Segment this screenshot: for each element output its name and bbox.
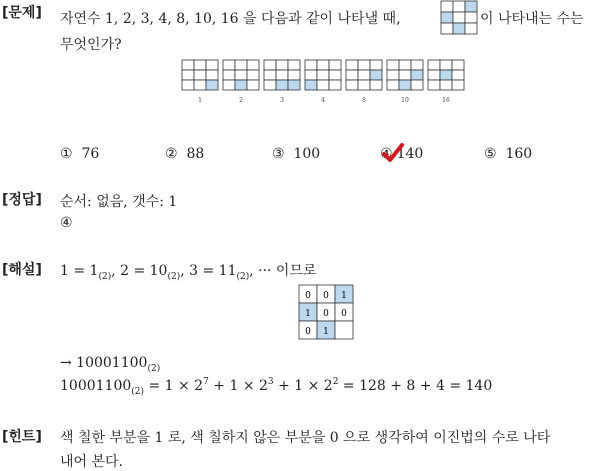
grid-cell	[358, 70, 370, 80]
grid-cell	[411, 80, 423, 90]
grid-cell	[346, 80, 358, 90]
grid-cell	[194, 80, 206, 90]
choice-4[interactable]: ④ 140	[380, 146, 424, 162]
grid-cell	[399, 80, 411, 90]
hint-label: [힌트]	[2, 429, 42, 445]
grid-cell	[387, 80, 399, 90]
grid-digit: 1	[341, 291, 347, 301]
example-grids	[180, 58, 470, 108]
grid-cell	[399, 60, 411, 70]
calculation-line: $10001100_{(2)} = 1 \times 2^7 + 1 \times 2^3 + 1 \times 2^2 = 128 + 8 + 4 = 140$	[60, 377, 493, 397]
grid-cell	[441, 12, 453, 23]
grid-cell	[223, 70, 235, 80]
grid-cell	[206, 70, 218, 80]
grid-cell	[411, 70, 423, 80]
grid-cell	[358, 60, 370, 70]
explanation-grid	[298, 284, 354, 340]
choice-2[interactable]: ② 88	[165, 146, 205, 162]
problem-text-line1: 자연수 1, 2, 3, 4, 8, 10, 16 을 다음과 같이 나타낼 때,	[60, 11, 401, 27]
grid-cell	[288, 60, 300, 70]
grid-cell	[370, 60, 382, 70]
answer-label: [정답]	[2, 192, 42, 208]
grid-cell	[235, 70, 247, 80]
grid-cell	[223, 60, 235, 70]
grid-cell	[440, 70, 452, 80]
grid-label: 16	[442, 97, 450, 104]
choice-5[interactable]: ⑤ 160	[484, 146, 533, 162]
grid-cell	[370, 70, 382, 80]
grid-cell	[329, 60, 341, 70]
grid-cell	[194, 60, 206, 70]
grid-label: 10	[401, 97, 409, 104]
grid-cell	[182, 80, 194, 90]
grid-cell	[453, 12, 465, 23]
grid-digit: 0	[341, 309, 347, 319]
grid-cell	[428, 70, 440, 80]
grid-cell	[247, 70, 259, 80]
grid-cell	[428, 60, 440, 70]
problem-text-line2: 무엇인가?	[60, 37, 122, 53]
grid-cell	[288, 80, 300, 90]
grid-cell	[411, 60, 423, 70]
grid-cell	[276, 60, 288, 70]
grid-cell	[428, 80, 440, 90]
grid-label: 3	[280, 97, 284, 104]
grid-cell	[329, 80, 341, 90]
grid-cell	[329, 70, 341, 80]
choice-3[interactable]: ③ 100	[272, 146, 321, 162]
grid-cell	[206, 80, 218, 90]
problem-label: [문제]	[2, 5, 42, 21]
grid-cell	[452, 80, 464, 90]
grid-cell	[305, 70, 317, 80]
grid-cell	[276, 80, 288, 90]
grid-cell	[441, 23, 453, 34]
explanation-equation: $1 = 1_{(2)}$, $2 = 10_{(2)}$, $3 = 11_{(2)}$, ··· 이므로	[60, 263, 317, 282]
grid-cell	[387, 70, 399, 80]
grid-cell	[452, 60, 464, 70]
grid-cell	[276, 70, 288, 80]
grid-label: 4	[321, 97, 325, 104]
grid-cell	[441, 1, 453, 12]
grid-cell	[194, 70, 206, 80]
hint-line1: 색 칠한 부분을 1 로, 색 칠하지 않은 부분을 0 으로 생각하여 이진법의 수로 나타	[60, 430, 551, 446]
grid-cell	[465, 23, 477, 34]
grid-digit: 1	[305, 309, 311, 319]
grid-cell	[440, 80, 452, 90]
grid-label: 2	[239, 97, 243, 104]
grid-cell	[317, 80, 329, 90]
grid-cell	[335, 321, 353, 339]
grid-digit: 0	[305, 327, 311, 337]
arrow-line: → $10001100_{(2)}$	[60, 355, 161, 374]
question-grid	[440, 0, 478, 36]
grid-cell	[305, 60, 317, 70]
grid-cell	[288, 70, 300, 80]
grid-cell	[346, 60, 358, 70]
grid-cell	[358, 80, 370, 90]
grid-cell	[317, 60, 329, 70]
grid-digit: 0	[323, 291, 329, 301]
answer-line1: 순서: 없음, 갯수: 1	[60, 194, 178, 210]
grid-cell	[206, 60, 218, 70]
choice-1[interactable]: ① 76	[60, 146, 100, 162]
grid-cell	[370, 80, 382, 90]
grid-cell	[182, 70, 194, 80]
grid-cell	[440, 60, 452, 70]
grid-cell	[247, 60, 259, 70]
grid-cell	[264, 60, 276, 70]
problem-text-line1b: 이 나타내는 수는	[480, 11, 584, 27]
grid-cell	[305, 80, 317, 90]
grid-cell	[399, 70, 411, 80]
grid-digit: 0	[305, 291, 311, 301]
grid-cell	[182, 60, 194, 70]
grid-cell	[452, 70, 464, 80]
explanation-label: [해설]	[2, 262, 42, 278]
grid-cell	[346, 70, 358, 80]
grid-cell	[453, 1, 465, 12]
grid-cell	[235, 80, 247, 90]
grid-cell	[264, 80, 276, 90]
checkmark-icon	[382, 142, 404, 164]
grid-cell	[223, 80, 235, 90]
grid-cell	[387, 60, 399, 70]
answer-line2: ④	[60, 215, 73, 231]
grid-digit: 0	[323, 309, 329, 319]
grid-cell	[465, 12, 477, 23]
hint-line2: 내어 본다.	[60, 454, 123, 470]
grid-label: 1	[198, 97, 202, 104]
grid-cell	[247, 80, 259, 90]
grid-cell	[317, 70, 329, 80]
grid-cell	[453, 23, 465, 34]
grid-cell	[264, 70, 276, 80]
grid-cell	[235, 60, 247, 70]
grid-digit: 1	[323, 327, 329, 337]
grid-label: 8	[362, 97, 366, 104]
grid-cell	[465, 1, 477, 12]
